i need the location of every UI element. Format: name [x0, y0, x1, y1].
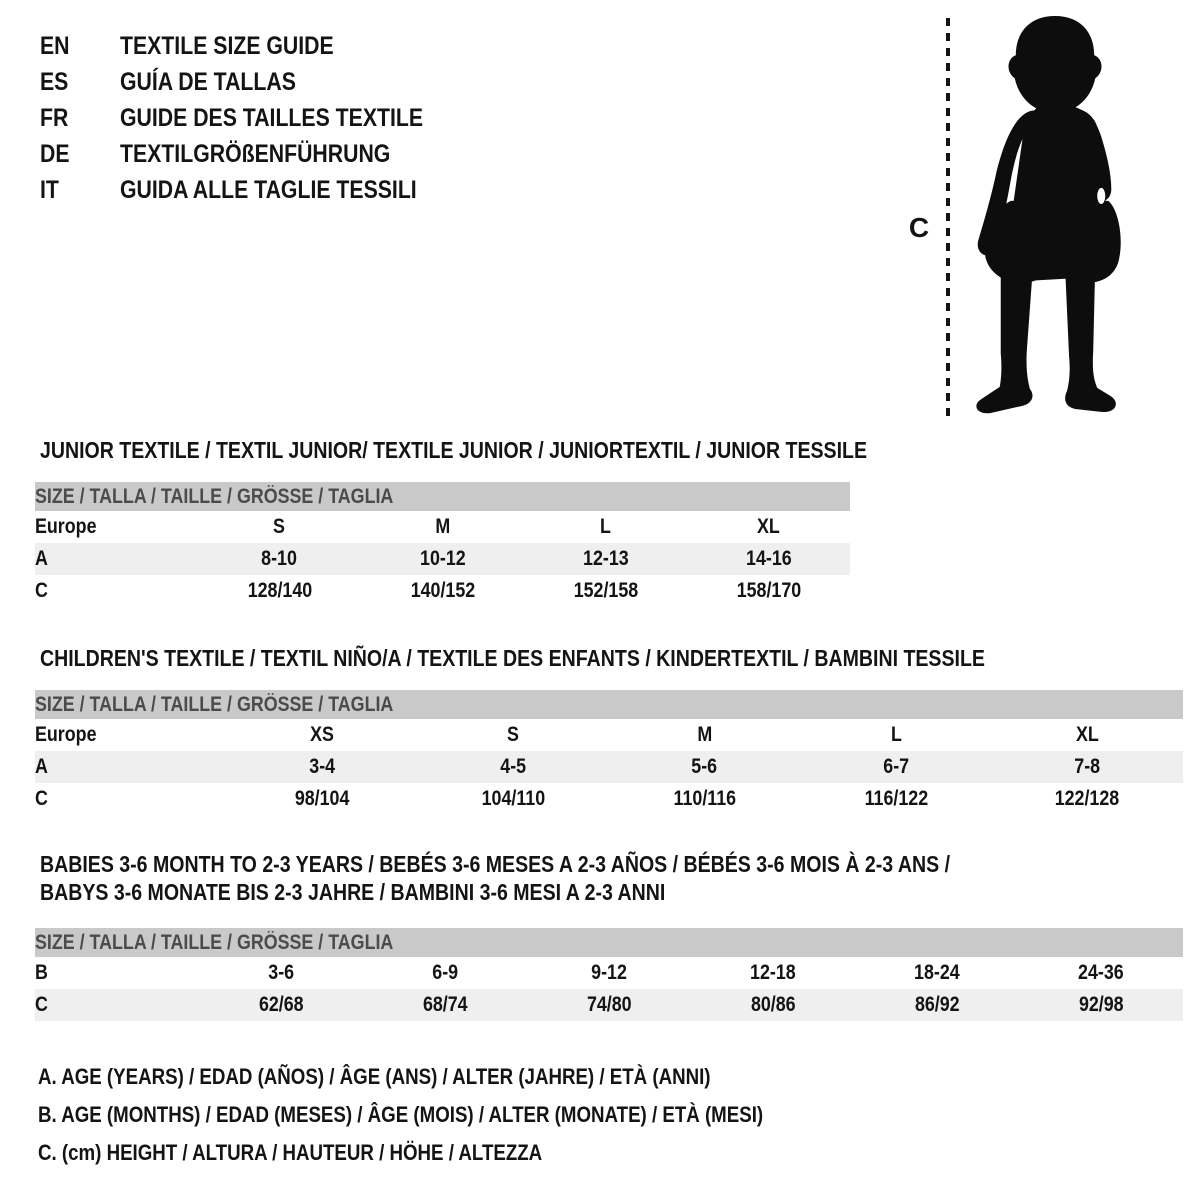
text: 68/74	[422, 993, 468, 1016]
language-title	[120, 28, 371, 64]
text: S	[507, 723, 520, 746]
row-label-cell	[35, 719, 226, 751]
row-label-cell	[35, 543, 198, 575]
size-value-cell	[855, 989, 1019, 1021]
size-value-cell	[800, 783, 991, 815]
text: BABIES 3-6 MONTH TO 2-3 YEARS / BEBÉS 3-6 MESES A 2-3 AÑOS / BÉBÉS 3-6 MOIS À 2-3 ANS /	[40, 851, 951, 877]
text: XS	[310, 723, 334, 746]
text: 10-12	[419, 547, 466, 570]
text: B. AGE (MONTHS) / EDAD (MESES) / ÂGE (MOIS) / ALTER (MONATE) / ETÀ (MESI)	[38, 1102, 764, 1127]
height-measure-line	[944, 16, 952, 418]
row-label-cell	[35, 511, 198, 543]
table-row	[35, 957, 1183, 989]
language-row	[40, 172, 477, 208]
size-value-cell	[1019, 957, 1183, 989]
size-value-cell	[361, 575, 524, 607]
text: 6-9	[432, 961, 458, 984]
size-value-cell	[609, 783, 800, 815]
language-row	[40, 28, 477, 64]
language-code	[40, 28, 120, 64]
text: SIZE / TALLA / TAILLE / GRÖSSE / TAGLIA	[35, 930, 394, 954]
text: 62/68	[258, 993, 304, 1016]
section-junior-textile	[35, 436, 1183, 607]
text: 122/128	[1055, 787, 1120, 810]
size-header-row	[35, 482, 850, 511]
text: A. AGE (YEARS) / EDAD (AÑOS) / ÂGE (ANS) / ALTER (JAHRE) / ETÀ (ANNI)	[38, 1064, 711, 1089]
size-header-cell	[35, 482, 850, 511]
text: 104/110	[481, 787, 546, 810]
size-value-cell	[198, 543, 361, 575]
size-value-cell	[198, 511, 361, 543]
text: L	[600, 515, 611, 538]
size-value-cell	[992, 751, 1183, 783]
text: Europe	[35, 723, 97, 746]
text: 7-8	[1074, 755, 1101, 778]
language-row	[40, 64, 477, 100]
size-value-cell	[609, 719, 800, 751]
section-title	[40, 644, 1183, 672]
text: C. (cm) HEIGHT / ALTURA / HAUTEUR / HÖHE / ALTEZZA	[38, 1140, 543, 1165]
table-row	[35, 719, 1183, 751]
row-label-cell	[35, 575, 198, 607]
table-row	[35, 751, 1183, 783]
language-title	[120, 64, 327, 100]
text: 4-5	[500, 755, 527, 778]
text: CHILDREN'S TEXTILE / TEXTIL NIÑO/A / TEXTILE DES ENFANTS / KINDERTEXTIL / BAMBINI TESSILE	[40, 645, 985, 671]
section-title-line	[40, 644, 1183, 672]
section-title-line	[40, 436, 1183, 464]
text: 158/170	[736, 579, 801, 602]
size-value-cell	[199, 989, 363, 1021]
table-row	[35, 511, 850, 543]
size-value-cell	[800, 719, 991, 751]
section-children-textile	[35, 644, 1183, 815]
text: 3-6	[268, 961, 294, 984]
text: FR	[40, 104, 69, 132]
text: ES	[40, 68, 69, 96]
size-value-cell	[691, 989, 855, 1021]
measure-legend	[38, 1058, 891, 1172]
text: 9-12	[591, 961, 627, 984]
text: GUÍA DE TALLAS	[120, 68, 296, 96]
text: 8-10	[261, 547, 298, 570]
language-title	[120, 100, 477, 136]
size-value-cell	[1019, 989, 1183, 1021]
size-value-cell	[527, 989, 691, 1021]
text: S	[273, 515, 286, 538]
size-value-cell	[527, 957, 691, 989]
legend-line	[38, 1058, 891, 1096]
size-value-cell	[687, 543, 850, 575]
text: C	[35, 993, 48, 1016]
text: TEXTILE SIZE GUIDE	[120, 32, 334, 60]
text: 5-6	[691, 755, 718, 778]
size-value-cell	[418, 719, 609, 751]
text: A	[35, 547, 48, 570]
size-value-cell	[992, 719, 1183, 751]
size-value-cell	[687, 511, 850, 543]
table-row	[35, 783, 1183, 815]
size-value-cell	[855, 957, 1019, 989]
language-row	[40, 100, 477, 136]
text: 86/92	[914, 993, 960, 1016]
text: 12-13	[582, 547, 629, 570]
language-list	[40, 28, 477, 208]
row-label-cell	[35, 751, 226, 783]
size-value-cell	[800, 751, 991, 783]
text: 152/158	[573, 579, 638, 602]
language-code	[40, 64, 120, 100]
text: 128/140	[247, 579, 312, 602]
table-row	[35, 575, 850, 607]
size-header-cell	[35, 928, 1183, 957]
row-label-cell	[35, 989, 199, 1021]
size-value-cell	[687, 575, 850, 607]
text: Europe	[35, 515, 97, 538]
size-value-cell	[361, 511, 524, 543]
text: B	[35, 961, 48, 984]
size-value-cell	[524, 511, 687, 543]
size-header-row	[35, 690, 1183, 719]
language-code	[40, 136, 120, 172]
text: L	[890, 723, 902, 746]
text: A	[35, 755, 48, 778]
text: 14-16	[745, 547, 792, 570]
table-row	[35, 989, 1183, 1021]
text: 24-36	[1078, 961, 1124, 984]
size-header-row	[35, 928, 1183, 957]
size-value-cell	[198, 575, 361, 607]
text: GUIDA ALLE TAGLIE TESSILI	[120, 176, 417, 204]
row-label-cell	[35, 957, 199, 989]
size-value-cell	[363, 957, 527, 989]
language-title	[120, 136, 438, 172]
size-value-cell	[363, 989, 527, 1021]
text: 98/104	[294, 787, 350, 810]
text: 74/80	[586, 993, 632, 1016]
text: TEXTILGRÖßENFÜHRUNG	[120, 140, 391, 168]
measure-label-c: C	[908, 212, 930, 243]
section-title-line	[40, 850, 1183, 878]
language-code	[40, 172, 120, 208]
section-title	[40, 436, 1183, 464]
size-table	[35, 690, 1183, 815]
section-babies-textile	[35, 850, 1183, 1021]
size-value-cell	[226, 783, 417, 815]
text: 116/122	[864, 787, 928, 810]
text: EN	[40, 32, 70, 60]
size-value-cell	[524, 543, 687, 575]
text: DE	[40, 140, 70, 168]
text: 110/116	[673, 787, 736, 810]
size-value-cell	[226, 719, 417, 751]
language-code	[40, 100, 120, 136]
size-value-cell	[524, 575, 687, 607]
text: 92/98	[1078, 993, 1124, 1016]
text: C	[35, 787, 48, 810]
language-title	[120, 172, 469, 208]
size-value-cell	[226, 751, 417, 783]
text: SIZE / TALLA / TAILLE / GRÖSSE / TAGLIA	[35, 484, 394, 508]
section-title-line	[40, 878, 1183, 906]
size-value-cell	[992, 783, 1183, 815]
text: BABYS 3-6 MONATE BIS 2-3 JAHRE / BAMBINI 3-6 MESI A 2-3 ANNI	[40, 879, 666, 905]
text: GUIDE DES TAILLES TEXTILE	[120, 104, 424, 132]
language-row	[40, 136, 477, 172]
text: JUNIOR TEXTILE / TEXTIL JUNIOR/ TEXTILE JUNIOR / JUNIORTEXTIL / JUNIOR TESSILE	[40, 437, 868, 463]
text: 12-18	[750, 961, 796, 984]
text: XL	[757, 515, 780, 538]
text: SIZE / TALLA / TAILLE / GRÖSSE / TAGLIA	[35, 692, 394, 716]
baby-silhouette	[966, 14, 1138, 418]
text: M	[697, 723, 713, 746]
legend-line	[38, 1096, 891, 1134]
legend-line	[38, 1134, 891, 1172]
size-value-cell	[418, 783, 609, 815]
text: IT	[40, 176, 59, 204]
section-title	[40, 850, 1183, 906]
text: 6-7	[883, 755, 909, 778]
text: 140/152	[410, 579, 475, 602]
size-value-cell	[361, 543, 524, 575]
size-header-cell	[35, 690, 1183, 719]
text: 3-4	[309, 755, 335, 778]
text: XL	[1075, 723, 1099, 746]
size-table	[35, 928, 1183, 1021]
text: 18-24	[914, 961, 960, 984]
size-value-cell	[199, 957, 363, 989]
table-row	[35, 543, 850, 575]
size-value-cell	[418, 751, 609, 783]
text: M	[435, 515, 450, 538]
size-value-cell	[609, 751, 800, 783]
text: C	[35, 579, 48, 602]
size-table	[35, 482, 850, 607]
row-label-cell	[35, 783, 226, 815]
text: 80/86	[750, 993, 796, 1016]
size-value-cell	[691, 957, 855, 989]
